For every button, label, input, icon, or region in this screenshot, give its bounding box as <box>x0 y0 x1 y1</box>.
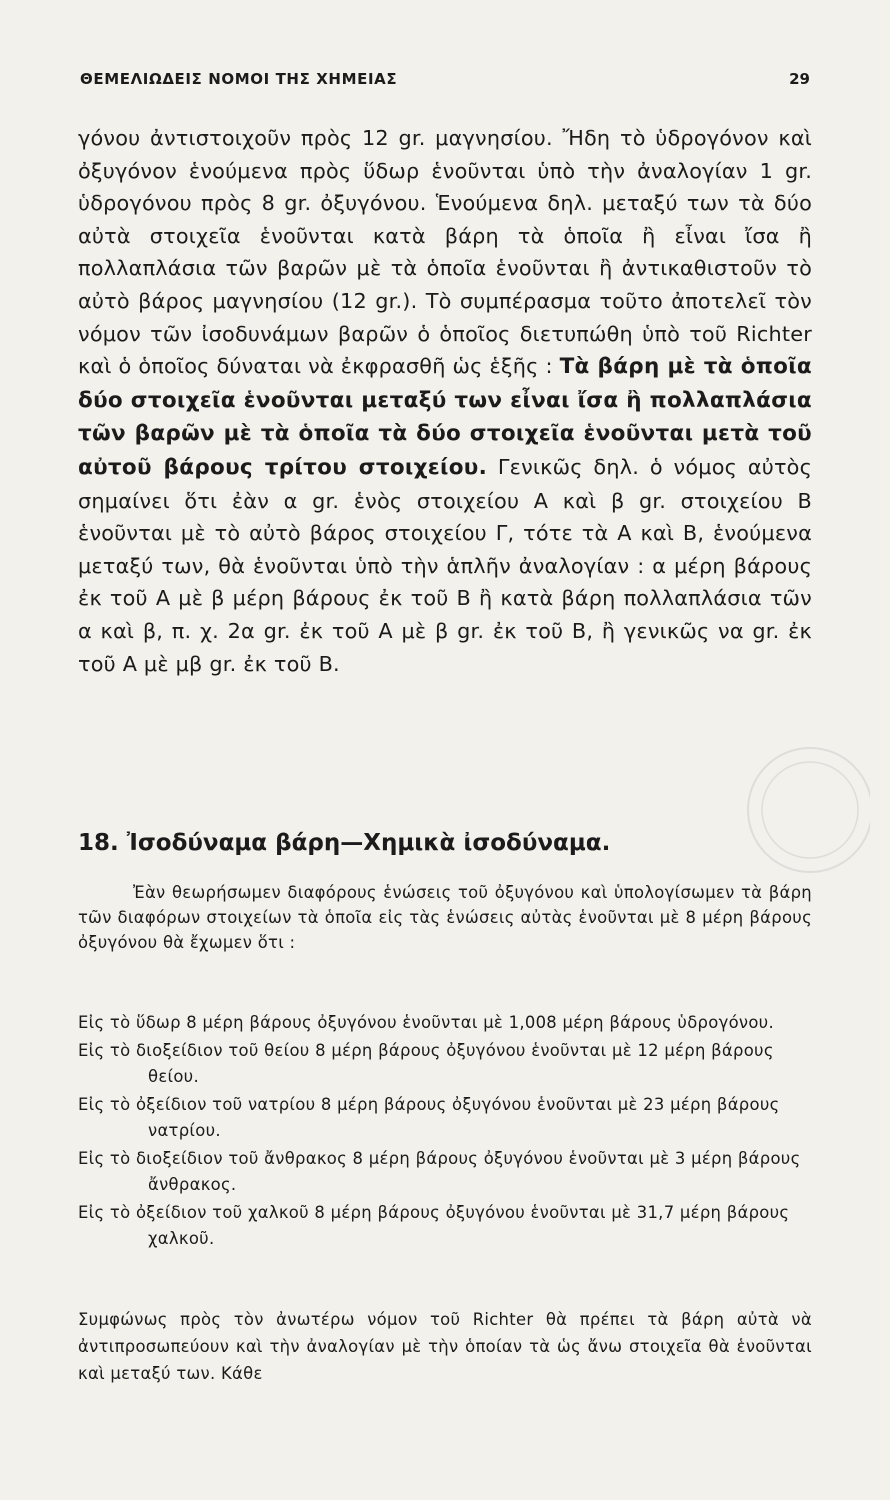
law-statement: Τὰ βάρη μὲ τὰ ὁποῖα δύο στοιχεῖα ἑνοῦνται μεταξύ των εἶναι ἴσα ἢ πολλαπλάσια τῶν βαρῶν μὲ τὰ ὁποῖα τὰ δύο στοιχεῖα ἑνοῦνται μετὰ τοῦ αὐτοῦ βάρους τρίτου στοιχείου. <box>78 354 812 480</box>
page-number: 29 <box>789 70 810 88</box>
intro-paragraph: Ἐὰν θεωρήσωμεν διαφόρους ἑνώσεις τοῦ ὀξυγόνου καὶ ὑπολογίσωμεν τὰ βάρη τῶν διαφόρων στοιχείων τὰ ὁποῖα εἰς τὰς ἑνώσεις αὐτὰς ἑνοῦνται μὲ 8 μέρη βάρους ὀξυγόνου θὰ ἔχωμεν ὅτι : <box>78 883 812 952</box>
law-paragraph-intro: γόνου ἀντιστοιχοῦν πρὸς 12 gr. μαγνησίου. Ἤδη τὸ ὑδρογόνον καὶ ὀξυγόνον ἑνούμενα πρὸς ὕδωρ ἑνοῦνται ὑπὸ τὴν ἀναλογίαν 1 gr. ὑδρογόνου πρὸς 8 gr. ὀξυγόνου. Ἑνούμενα δηλ. μεταξύ των τὰ δύο αὐτὰ στοιχεῖα ἑνοῦνται κατὰ βάρη τὰ ὁποῖα ἢ εἶναι ἴσα ἢ πολλαπλάσια τῶν βαρῶν μὲ τὰ ὁποῖα ἑνοῦνται ἢ ἀντικαθιστοῦν τὸ αὐτὸ βάρος μαγνησίου (12 gr.). Τὸ συμπέρασμα τοῦτο ἀποτελεῖ τὸν νόμον τῶν ἰσοδυνάμων βαρῶν ὁ ὁποῖος διετυπώθη ὑπὸ τοῦ Richter καὶ ὁ ὁποῖος δύναται νὰ ἐκφρασθῆ ὡς ἑξῆς : <box>78 126 812 379</box>
closing-paragraph: Συμφώνως πρὸς τὸν ἀνωτέρω νόμον τοῦ Richter θὰ πρέπει τὰ βάρη αὐτὰ νὰ ἀντιπροσωπεύουν καὶ τὴν ἀναλογίαν μὲ τὴν ὁποίαν τὰ ὡς ἄνω στοιχεῖα θὰ ἑνοῦνται καὶ μεταξύ των. Κάθε <box>78 1310 812 1383</box>
examples-list <box>78 1010 812 1254</box>
law-paragraph <box>78 122 812 680</box>
law-paragraph-explanation: Γενικῶς δηλ. ὁ νόμος αὐτὸς σημαίνει ὅτι ἐὰν α gr. ἑνὸς στοιχείου Α καὶ β gr. στοιχείου Β ἑνοῦνται μὲ τὸ αὐτὸ βάρος στοιχείου Γ, τότε τὰ Α καὶ Β, ἑνούμενα μεταξύ των, θὰ ἑνοῦνται ὑπὸ τὴν ἁπλῆν ἀναλογίαν : α μέρη βάρους ἐκ τοῦ Α μὲ β μέρη βάρους ἐκ τοῦ Β ἢ κατὰ βάρη πολλαπλάσια τῶν α καὶ β, π. χ. 2α gr. ἐκ τοῦ Α μὲ β gr. ἐκ τοῦ Β, ἢ γενικῶς να gr. ἐκ τοῦ Α μὲ μβ gr. ἐκ τοῦ Β. <box>78 454 813 676</box>
running-head <box>80 70 810 94</box>
list-item: Εἰς τὸ διοξείδιον τοῦ θείου 8 μέρη βάρους ὀξυγόνου ἑνοῦνται μὲ 12 μέρη βάρους θείου. <box>78 1040 774 1086</box>
running-head-title: ΘΕΜΕΛΙΩΔΕΙΣ ΝΟΜΟΙ ΤΗΣ ΧΗΜΕΙΑΣ <box>80 70 398 88</box>
list-item: Εἰς τὸ ὀξείδιον τοῦ χαλκοῦ 8 μέρη βάρους ὀξυγόνου ἑνοῦνται μὲ 31,7 μέρη βάρους χαλκοῦ. <box>78 1202 790 1248</box>
library-stamp-icon <box>730 730 870 890</box>
section-heading: 18. Ἰσοδύναμα βάρη—Χημικὰ ἰσοδύναμα. <box>78 830 611 856</box>
list-item: Εἰς τὸ ὕδωρ 8 μέρη βάρους ὀξυγόνου ἑνοῦνται μὲ 1,008 μέρη βάρους ὑδρογόνου. <box>78 1013 774 1032</box>
list-item: Εἰς τὸ διοξείδιον τοῦ ἄνθρακος 8 μέρη βάρους ὀξυγόνου ἑνοῦνται μὲ 3 μέρη βάρους ἄνθρακος. <box>78 1148 801 1194</box>
list-item: Εἰς τὸ ὀξείδιον τοῦ νατρίου 8 μέρη βάρους ὀξυγόνου ἑνοῦνται μὲ 23 μέρη βάρους νατρίου. <box>78 1094 780 1140</box>
